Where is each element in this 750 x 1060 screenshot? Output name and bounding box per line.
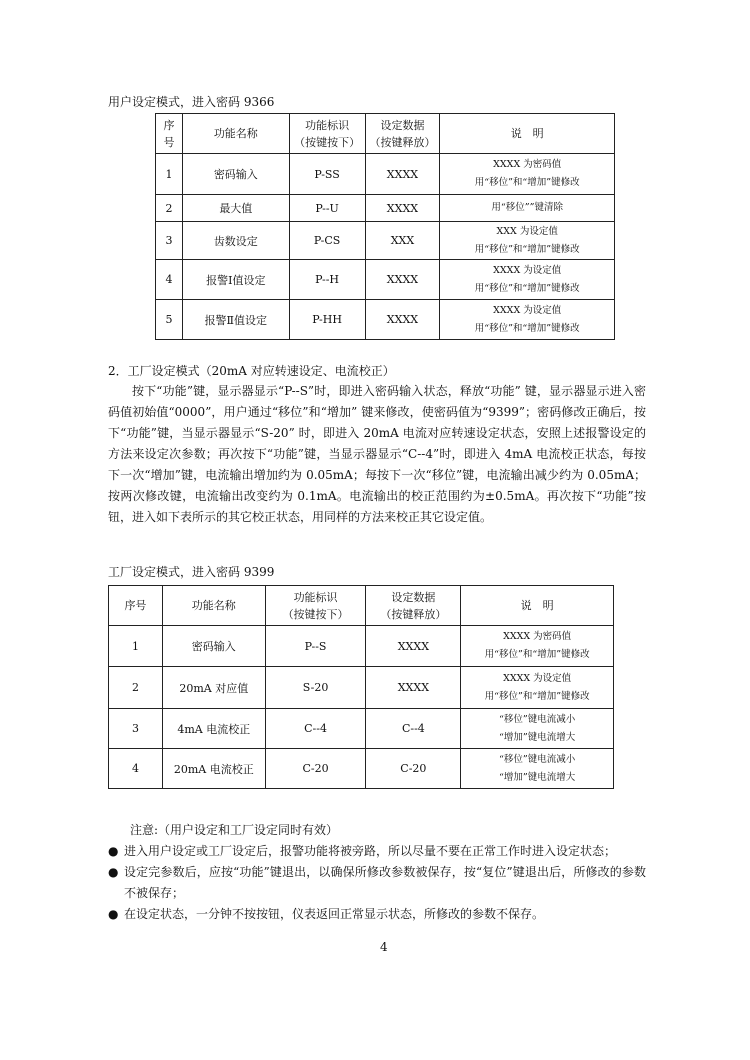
table-row [156, 154, 615, 195]
bullet-icon: ● [108, 844, 119, 858]
table-row [109, 749, 614, 789]
header-name: 功能名称 [182, 114, 289, 154]
header-name: 功能名称 [162, 586, 265, 626]
cell-desc: XXXX 为设定值 用“移位”和“增加”键修改 [461, 667, 614, 709]
cell-data: XXXX [366, 667, 461, 709]
cell-data: C-20 [366, 749, 461, 789]
cell-index: 2 [156, 195, 183, 222]
bullet-icon: ● [108, 865, 119, 879]
notes-title: 注意:（用户设定和工厂设定同时有效） [130, 823, 339, 837]
cell-data: XXXX [366, 626, 461, 667]
cell-desc: 用“移位””键清除 [440, 195, 615, 222]
cell-data: XXXX [365, 260, 440, 300]
user-mode-table [155, 113, 615, 340]
cell-name: 密码输入 [162, 626, 265, 667]
cell-index: 3 [109, 709, 163, 749]
header-desc: 说 明 [461, 586, 614, 626]
note-item [108, 862, 646, 904]
note-text: 进入用户设定或工厂设定后，报警功能将被旁路，所以尽量不要在正常工作时进入设定状态； [124, 844, 617, 858]
table-row [109, 709, 614, 749]
cell-index: 3 [156, 222, 183, 260]
factory-mode-header-row [109, 586, 614, 626]
table-row [156, 222, 615, 260]
cell-code: P-HH [289, 300, 365, 340]
cell-desc: XXXX 为密码值 用“移位”和“增加”键修改 [440, 154, 615, 195]
cell-data: XXXX [365, 154, 440, 195]
page-number: 4 [380, 940, 388, 954]
header-code: 功能标识 （按键按下） [289, 114, 365, 154]
cell-name: 报警Ⅰ值设定 [182, 260, 289, 300]
cell-name: 20mA 电流校正 [162, 749, 265, 789]
header-data: 设定数据 （按键释放） [366, 586, 461, 626]
cell-code: P--S [265, 626, 366, 667]
cell-code: C--4 [265, 709, 366, 749]
cell-name: 齿数设定 [182, 222, 289, 260]
factory-mode-caption: 工厂设定模式，进入密码 9399 [108, 565, 275, 579]
cell-index: 5 [156, 300, 183, 340]
user-mode-caption: 用户设定模式，进入密码 9366 [108, 95, 275, 109]
section-title: 2．工厂设定模式（20mA 对应转速设定、电流校正） [108, 364, 395, 378]
header-code: 功能标识 （按键按下） [265, 586, 366, 626]
cell-desc: XXX 为设定值 用“移位”和“增加”键修改 [440, 222, 615, 260]
cell-desc: XXXX 为设定值 用“移位”和“增加”键修改 [440, 300, 615, 340]
cell-index: 1 [156, 154, 183, 195]
table-row [156, 260, 615, 300]
cell-data: XXX [365, 222, 440, 260]
cell-code: C-20 [265, 749, 366, 789]
cell-name: 20mA 对应值 [162, 667, 265, 709]
cell-desc: XXXX 为密码值 用“移位”和“增加”键修改 [461, 626, 614, 667]
cell-desc: “移位”键电流减小 “增加”键电流增大 [461, 709, 614, 749]
table-row [109, 626, 614, 667]
note-text: 设定完参数后，应按“功能”键退出，以确保所修改参数被保存，按“复位”键退出后，所修改的参数不被保存； [124, 865, 646, 900]
cell-name: 4mA 电流校正 [162, 709, 265, 749]
cell-desc: XXXX 为设定值 用“移位”和“增加”键修改 [440, 260, 615, 300]
table-row [109, 667, 614, 709]
cell-code: P--U [289, 195, 365, 222]
cell-data: XXXX [365, 195, 440, 222]
cell-desc: “移位”键电流减小 “增加”键电流增大 [461, 749, 614, 789]
cell-code: S-20 [265, 667, 366, 709]
user-mode-header-row [156, 114, 615, 154]
header-index: 序 号 [156, 114, 183, 154]
factory-mode-table [108, 585, 614, 789]
header-index: 序号 [109, 586, 163, 626]
cell-code: P-SS [289, 154, 365, 195]
table-row [156, 300, 615, 340]
note-text: 在设定状态，一分钟不按按钮，仪表返回正常显示状态，所修改的参数不保存。 [124, 907, 545, 921]
cell-code: P--H [289, 260, 365, 300]
bullet-icon: ● [108, 907, 119, 921]
notes-block [108, 820, 646, 925]
cell-index: 2 [109, 667, 163, 709]
cell-data: C--4 [366, 709, 461, 749]
note-item [108, 904, 646, 925]
cell-code: P-CS [289, 222, 365, 260]
body-paragraph: 按下“功能”键，显示器显示“P--S”时，即进入密码输入状态，释放“功能” 键，显示器显示进入密码值初始值“0000”，用户通过“移位”和“增加” 键来修改，使密码值为“9399”；密码修改正确后，按下“功能”键，当显示器显示“S-20” 时，即进入 20mA 电流对应转速设定状态，安照上述报警设定的方法来设定次参数；再次按下“功能”键，当显示器显示“C--4”时，即进入 4mA 电流校正状态，每按下一次“增加”键，电流输出增加约为 0.05mA；每按下一次“移位”键，电流输出减少约为 0.05mA；按两次修改键，电流输出改变约为 0.1mA。电流输出的校正范围约为±0.5mA。再次按下“功能”按钮，进入如下表所示的其它校正状态，用同样的方法来校正其它设定值。 [108, 384, 646, 524]
cell-index: 4 [156, 260, 183, 300]
header-desc: 说 明 [440, 114, 615, 154]
cell-index: 1 [109, 626, 163, 667]
cell-name: 最大值 [182, 195, 289, 222]
note-item [108, 841, 646, 862]
table-row [156, 195, 615, 222]
header-data: 设定数据 （按键释放） [365, 114, 440, 154]
cell-data: XXXX [365, 300, 440, 340]
cell-index: 4 [109, 749, 163, 789]
cell-name: 报警Ⅱ值设定 [182, 300, 289, 340]
cell-name: 密码输入 [182, 154, 289, 195]
